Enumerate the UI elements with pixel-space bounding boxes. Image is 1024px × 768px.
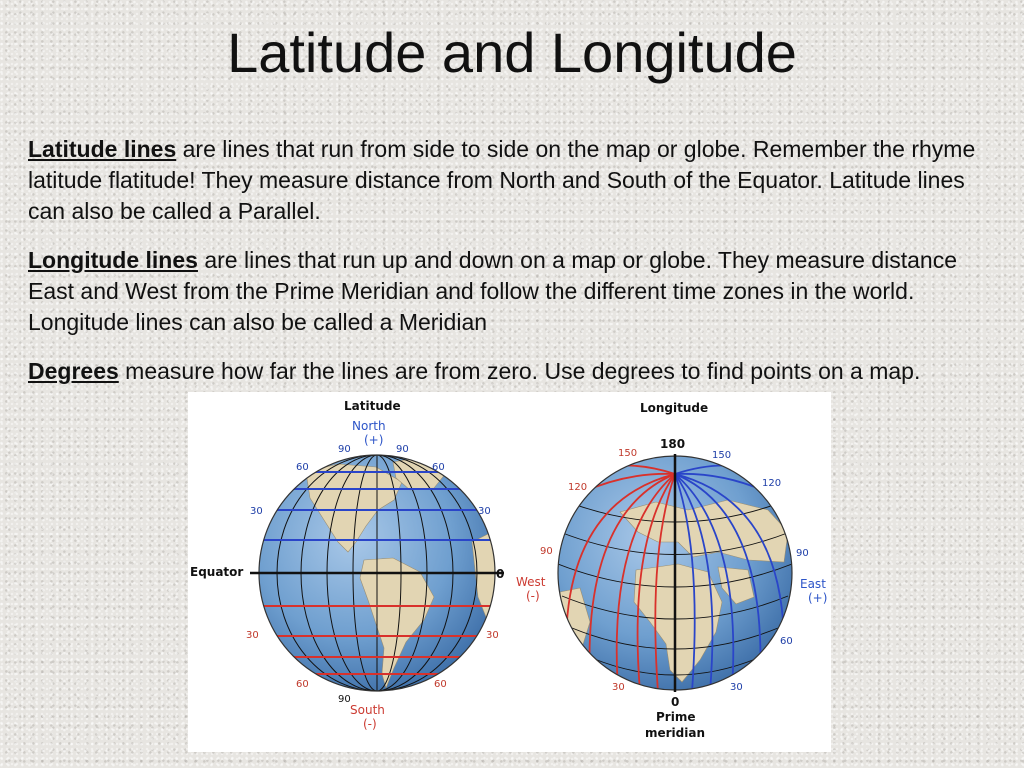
equator-label: Equator [190, 565, 244, 579]
latitude-globe [190, 399, 508, 731]
lon-e120: 120 [762, 478, 782, 489]
lat-n60-right: 60 [432, 462, 445, 473]
lon-w150: 150 [618, 448, 638, 459]
east-label: East [800, 577, 826, 591]
longitude-paragraph [28, 245, 988, 338]
degrees-term: Degrees [28, 358, 119, 384]
lon-e30: 30 [730, 682, 743, 693]
lat-n30-right: 30 [478, 506, 491, 517]
lat-90-left: 90 [338, 444, 351, 455]
lat-90-right: 90 [396, 444, 409, 455]
west-label: West [516, 575, 546, 589]
lat-n60-left: 60 [296, 462, 309, 473]
lat-s30-right: 30 [486, 630, 499, 641]
lon-w120: 120 [568, 482, 588, 493]
east-sign: (+) [808, 591, 828, 605]
longitude-term: Longitude lines [28, 247, 198, 273]
lon-0: 0 [671, 695, 680, 709]
longitude-heading: Longitude [640, 401, 709, 415]
lat-s30-left: 30 [246, 630, 259, 641]
latitude-paragraph [28, 134, 988, 227]
lon-w30: 30 [612, 682, 625, 693]
latitude-description: are lines that run from side to side on the map or globe. Remember the rhyme latitude flatitude! They measure distance from North and South of the Equator. Latitude lines can also be called a Parallel. [28, 136, 976, 224]
lat-s60-right: 60 [434, 679, 447, 690]
prime-label: Prime [656, 710, 696, 724]
lat-s60-left: 60 [296, 679, 309, 690]
north-label: North [352, 419, 386, 433]
lat-n30-left: 30 [250, 506, 263, 517]
meridian-label: meridian [645, 726, 706, 740]
slide-title: Latitude and Longitude [227, 21, 797, 84]
globes-illustration [188, 392, 831, 752]
west-sign: (-) [526, 589, 540, 603]
lat-90-bottom-left: 90 [338, 694, 351, 705]
degrees-description: measure how far the lines are from zero. Use degrees to find points on a map. [118, 358, 921, 384]
south-label: South [350, 703, 385, 717]
lon-w90: 90 [540, 546, 553, 557]
lon-e90: 90 [796, 548, 809, 559]
globes-figure [188, 392, 831, 752]
longitude-description: are lines that run up and down on a map or globe. They measure distance East and West from the Prime Meridian and follow the different time zones in the world. Longitude lines can also be called a Meridian [28, 247, 957, 335]
north-sign: (+) [364, 433, 384, 447]
lon-180: 180 [660, 437, 686, 451]
latitude-heading: Latitude [344, 399, 401, 413]
south-sign: (-) [363, 717, 377, 731]
degrees-paragraph [28, 356, 978, 387]
lon-e150: 150 [712, 450, 732, 461]
longitude-globe [516, 401, 827, 740]
equator-zero: 0 [496, 567, 505, 581]
lon-e60: 60 [780, 636, 793, 647]
latitude-term: Latitude lines [28, 136, 177, 162]
